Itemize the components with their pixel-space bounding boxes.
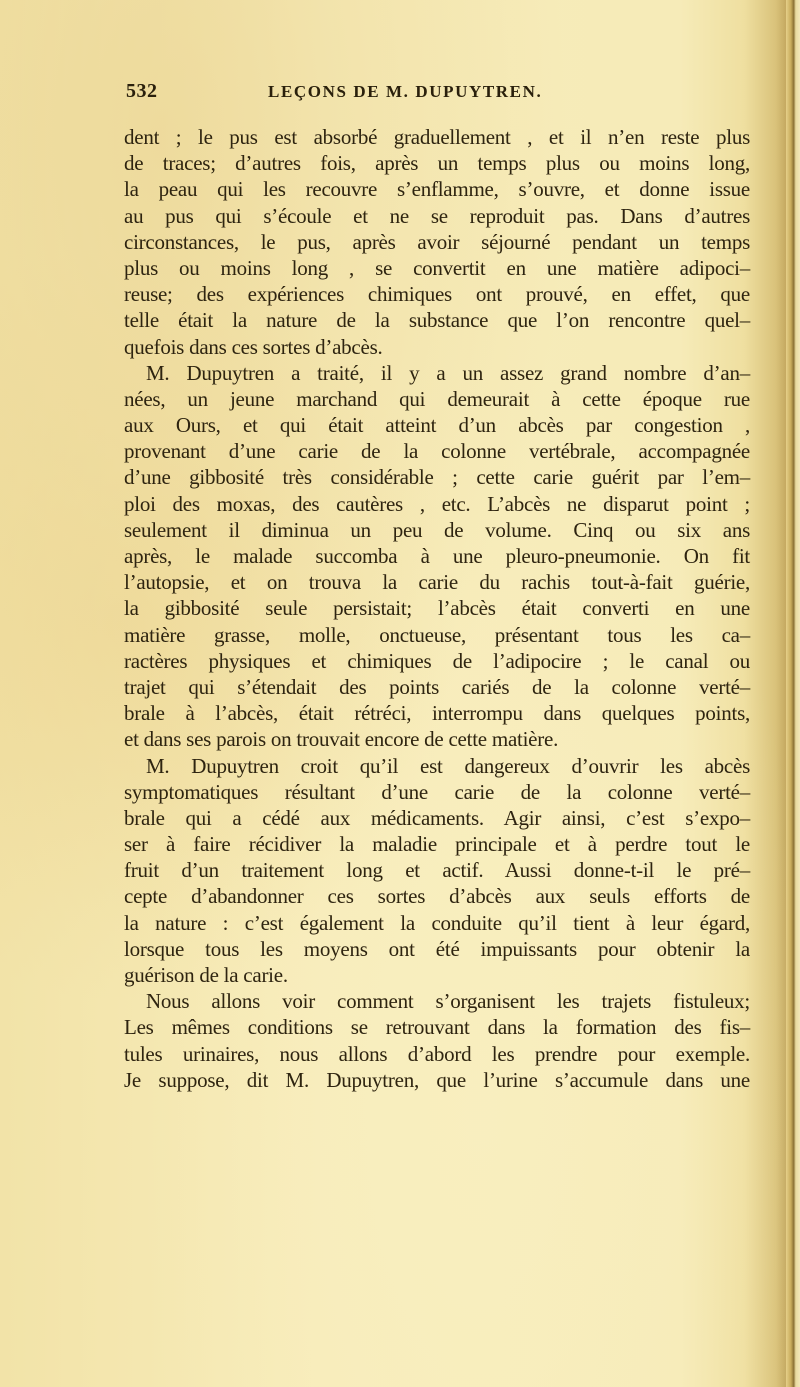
text-line: symptomatiques résultant d’une carie de la colonne verté– bbox=[124, 779, 750, 804]
paragraph-end-line: quefois dans ces sortes d’abcès. bbox=[124, 334, 383, 359]
text-line: plus ou moins long , se convertit en une matière adipoci– bbox=[124, 255, 750, 280]
text-line: matière grasse, molle, onctueuse, présentant tous les ca– bbox=[124, 622, 750, 647]
paragraph-start-line: Nous allons voir comment s’organisent les trajets fistuleux; bbox=[146, 989, 750, 1014]
text-line: provenant d’une carie de la colonne vertébrale, accompagnée bbox=[124, 439, 750, 464]
text-line: Les mêmes conditions se retrouvant dans la formation des fis– bbox=[124, 1015, 750, 1040]
text-line: lorsque tous les moyens ont été impuissants pour obtenir la bbox=[124, 936, 750, 961]
text-line: cepte d’abandonner ces sortes d’abcès aux seuls efforts de bbox=[124, 884, 750, 909]
paragraph-start-line: M. Dupuytren croit qu’il est dangereux d’ouvrir les abcès bbox=[146, 753, 750, 778]
text-line: trajet qui s’étendait des points cariés de la colonne verté– bbox=[124, 674, 750, 699]
text-line: brale qui a cédé aux médicaments. Agir ainsi, c’est s’expo– bbox=[124, 805, 750, 830]
text-line: tules urinaires, nous allons d’abord les prendre pour exemple. bbox=[124, 1041, 750, 1066]
text-line: au pus qui s’écoule et ne se reproduit pas. Dans d’autres bbox=[124, 203, 750, 228]
text-line: l’autopsie, et on trouva la carie du rachis tout-à-fait guérie, bbox=[124, 570, 750, 595]
text-line: ser à faire récidiver la maladie principale et à perdre tout le bbox=[124, 832, 750, 857]
text-line: ploi des moxas, des cautères , etc. L’abcès ne disparut point ; bbox=[124, 491, 750, 516]
text-line: seulement il diminua un peu de volume. Cinq ou six ans bbox=[124, 517, 750, 542]
text-line: nées, un jeune marchand qui demeurait à cette époque rue bbox=[124, 386, 750, 411]
text-line: dent ; le pus est absorbé graduellement , et il n’en reste plus bbox=[124, 125, 750, 149]
paragraph-start-line: M. Dupuytren a traité, il y a un assez grand nombre d’an– bbox=[146, 360, 750, 385]
text-line: la gibbosité seule persistait; l’abcès était converti en une bbox=[124, 596, 750, 621]
text-line: d’une gibbosité très considérable ; cette carie guérit par l’em– bbox=[124, 465, 750, 490]
body-text bbox=[124, 124, 750, 1093]
text-line: après, le malade succomba à une pleuro-pneumonie. On fit bbox=[124, 544, 750, 568]
paragraph-end-line: guérison de la carie. bbox=[124, 963, 288, 987]
paragraph-end-line: et dans ses parois on trouvait encore de cette matière. bbox=[124, 727, 559, 752]
running-head bbox=[124, 76, 750, 108]
text-line: telle était la nature de la substance que l’on rencontre quel– bbox=[124, 308, 750, 333]
text-line: de traces; d’autres fois, après un temps plus ou moins long, bbox=[124, 151, 750, 176]
text-line: la peau qui les recouvre s’enflamme, s’ouvre, et donne issue bbox=[124, 177, 750, 202]
page-number: 532 bbox=[126, 80, 158, 102]
text-line: circonstances, le pus, après avoir séjourné pendant un temps bbox=[124, 229, 750, 254]
text-line: aux Ours, et qui était atteint d’un abcès par congestion , bbox=[124, 413, 750, 438]
running-title: LEÇONS DE M. DUPUYTREN. bbox=[268, 82, 543, 101]
text-line: la nature : c’est également la conduite qu’il tient à leur égard, bbox=[124, 910, 750, 935]
text-line: reuse; des expériences chimiques ont prouvé, en effet, que bbox=[124, 282, 750, 307]
book-spine-shadow bbox=[786, 0, 800, 1387]
text-line: brale à l’abcès, était rétréci, interrompu dans quelques points, bbox=[124, 701, 750, 726]
text-line: fruit d’un traitement long et actif. Aussi donne-t-il le pré– bbox=[124, 858, 750, 883]
book-page bbox=[124, 76, 750, 1093]
text-line: ractères physiques et chimiques de l’adipocire ; le canal ou bbox=[124, 648, 750, 673]
text-line: Je suppose, dit M. Dupuytren, que l’urine s’accumule dans une bbox=[124, 1067, 750, 1092]
